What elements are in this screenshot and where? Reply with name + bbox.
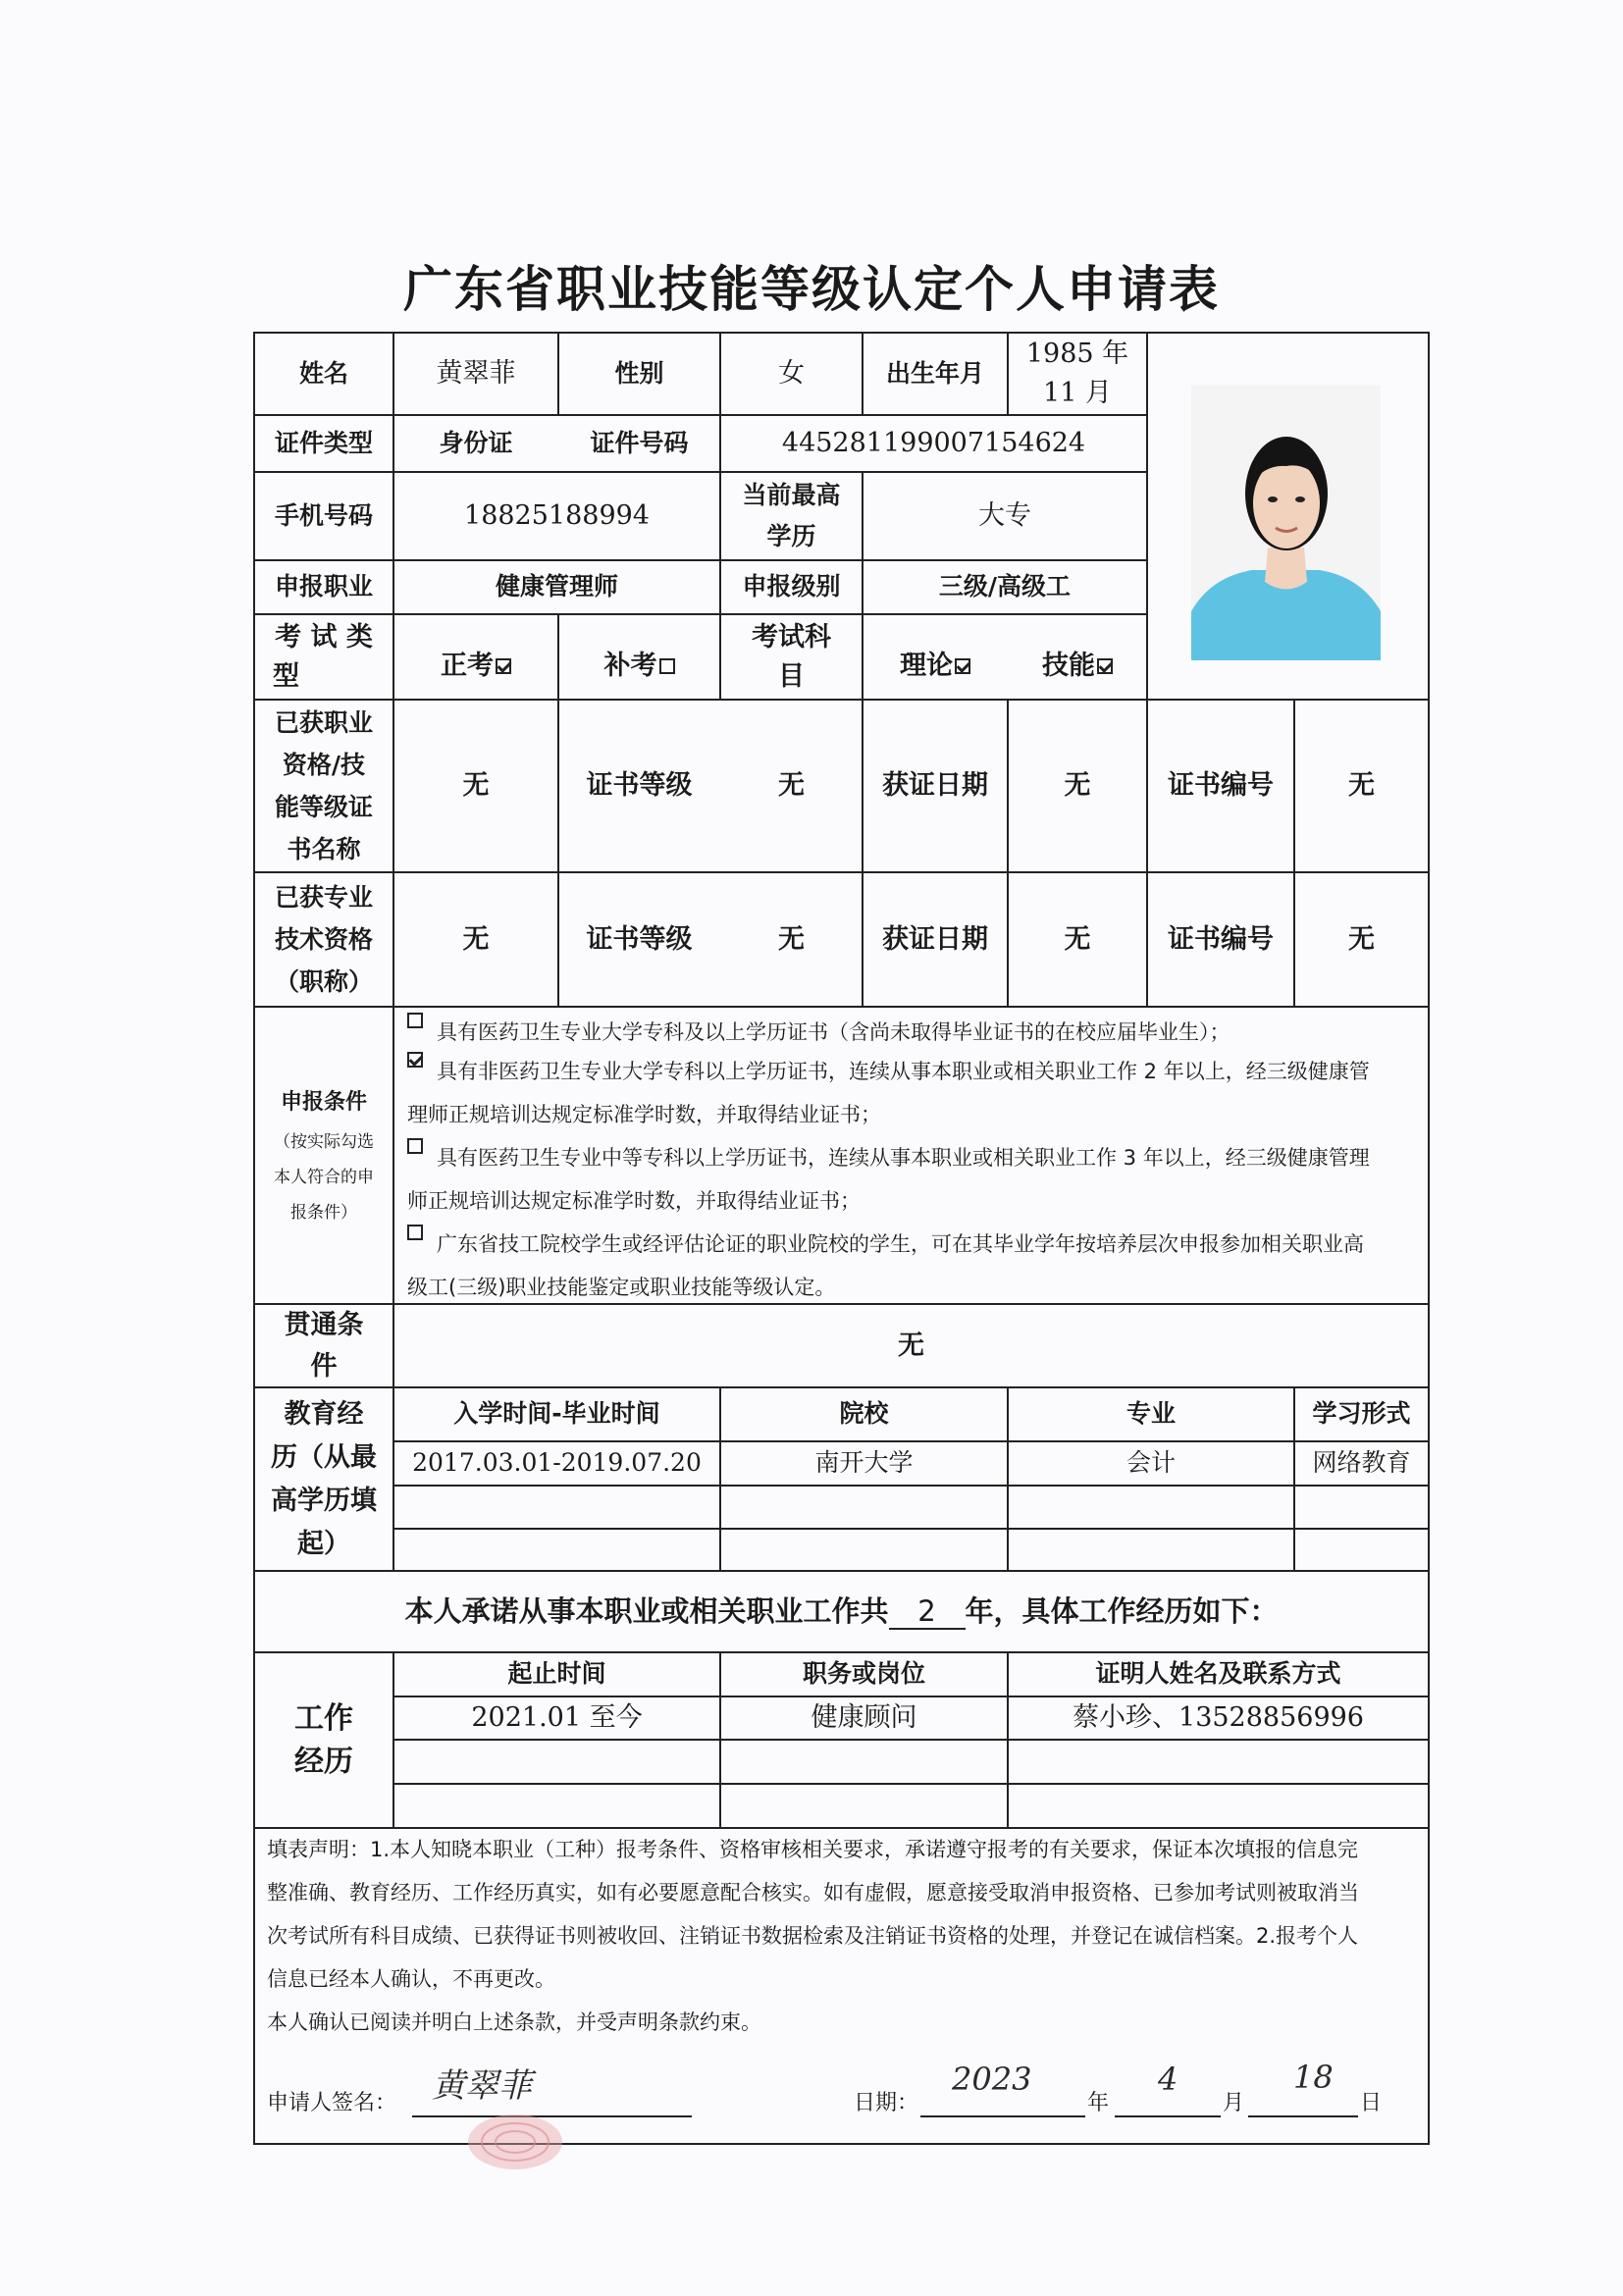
edu-cell-mode: 网络教育 <box>1312 1448 1411 1478</box>
edu-value: 大专 <box>978 500 1031 532</box>
vocational-cert-name: 无 <box>462 770 490 802</box>
vocational-cert-label: 已获职业 资格/技 能等级证 书名称 <box>274 708 373 863</box>
id-type-label: 证件类型 <box>274 428 373 457</box>
cert-no-value: 无 <box>1348 770 1375 802</box>
form-title: 广东省职业技能等级认定个人申请表 <box>403 261 1220 318</box>
education-label: 教育经 历（从最 高学历填 起） <box>271 1398 377 1559</box>
condition-item[interactable]: 具有医药卫生专业中等专科以上学历证书，连续从事本职业或相关职业工作 3 年以上，经三级健康管理 师正规培训达规定标准学时数，并取得结业证书； <box>407 1136 1418 1223</box>
applicant-signature: 黄翠菲 <box>432 2066 532 2106</box>
work-label: 工作 经历 <box>294 1700 353 1779</box>
through-value: 无 <box>898 1330 924 1361</box>
job-value: 健康管理师 <box>495 572 618 601</box>
professional-title-label: 已获专业 技术资格 （职称） <box>274 883 373 996</box>
edu-cell-period: 2017.03.01-2019.07.20 <box>412 1448 702 1478</box>
birth-month: 11 月 <box>1043 378 1112 408</box>
through-label: 贯通条 件 <box>284 1309 364 1382</box>
condition-item[interactable]: 广东省技工院校学生或经评估论证的职业院校的学生，可在其毕业学年按培养层次申报参加相关职业高 级工(三级)职业技能鉴定或职业技能等级认定。 <box>407 1223 1418 1309</box>
cert-no-label: 证书编号 <box>1168 923 1274 955</box>
cert-date-value: 无 <box>1064 923 1091 955</box>
declaration-text: 填表声明：1.本人知晓本职业（工种）报考条件、资格审核相关要求，承诺遵守报考的有关要求，保证本次填报的信息完 整准确、教育经历、工作经历真实，如有必要愿意配合核实。如有虚假，愿意接受取消申报资格、已参加考试则被取消当 次考试所有科目成绩、已获得证书则被收回、注销证书数据检索及注销证书资格的处理，并登记在诚信档案。2.报考个人 信息已经本人确认，不再更改。 本人确认已阅读并明白上述条款，并受声明条款约束。 <box>267 1838 1359 2034</box>
phone-label: 手机号码 <box>274 500 373 530</box>
name-value: 黄翠菲 <box>436 358 516 390</box>
id-no-value: 445281199007154624 <box>781 428 1086 459</box>
conditions-label: 申报条件 （按实际勾选 本人符合的申 报条件） <box>274 1089 374 1223</box>
exam-type-label: 考 试 类 型 <box>273 621 373 692</box>
exam-subject-label: 考试科 目 <box>752 621 831 692</box>
work-cell-period: 2021.01 至今 <box>471 1702 643 1734</box>
checkbox-checked-icon[interactable] <box>955 658 970 674</box>
exam-makeup-option[interactable]: 补考 <box>559 615 719 699</box>
edu-header-period: 入学时间-毕业时间 <box>453 1399 660 1429</box>
work-years-promise: 本人承诺从事本职业或相关职业工作共 2 年，具体工作经历如下： <box>404 1593 1279 1629</box>
gender-value: 女 <box>778 358 805 390</box>
cert-level-value: 无 <box>778 770 805 802</box>
id-no-label: 证件号码 <box>590 428 689 457</box>
work-header-reference: 证明人姓名及联系方式 <box>1095 1659 1341 1689</box>
birth-year: 1985 年 <box>1025 339 1129 369</box>
person-photo-icon <box>1191 386 1381 660</box>
cert-no-value: 无 <box>1348 923 1375 955</box>
condition-item[interactable]: 具有医药卫生专业大学专科及以上学历证书（含尚未取得毕业证书的在校应届毕业生）； <box>407 1011 1418 1054</box>
condition-item[interactable]: 具有非医药卫生专业大学专科以上学历证书，连续从事本职业或相关职业工作 2 年以上，经三级健康管 理师正规培训达规定标准学时数，并取得结业证书； <box>407 1050 1418 1136</box>
date-label: 日期： <box>854 2091 919 2115</box>
checkbox-checked-icon[interactable] <box>496 658 511 674</box>
day-unit: 日 <box>1360 2091 1383 2115</box>
cert-date-label: 获证日期 <box>882 770 988 802</box>
work-years-value: 2 <box>889 1594 966 1630</box>
applicant-sign-label: 申请人签名： <box>267 2091 397 2115</box>
phone-value: 18825188994 <box>464 500 650 532</box>
exam-skill-option[interactable]: 技能 <box>1009 615 1146 699</box>
edu-header-school: 院校 <box>839 1399 889 1429</box>
exam-regular-option[interactable]: 正考 <box>394 615 557 699</box>
level-label: 申报级别 <box>742 572 841 601</box>
edu-label: 当前最高 学历 <box>742 481 841 550</box>
birth-label: 出生年月 <box>885 358 984 388</box>
checkbox-empty-icon[interactable] <box>407 1013 423 1028</box>
exam-theory-option[interactable]: 理论 <box>864 615 1007 699</box>
date-month: 4 <box>1158 2061 1178 2098</box>
cert-level-label: 证书等级 <box>586 770 693 802</box>
checkbox-empty-icon[interactable] <box>659 658 675 674</box>
name-label: 姓名 <box>298 358 348 388</box>
checkbox-checked-icon[interactable] <box>407 1052 423 1068</box>
edu-header-mode: 学习形式 <box>1312 1399 1411 1429</box>
date-day: 18 <box>1293 2059 1334 2096</box>
checkbox-empty-icon[interactable] <box>407 1225 423 1240</box>
month-unit: 月 <box>1223 2091 1245 2115</box>
edu-header-major: 专业 <box>1126 1399 1176 1429</box>
work-header-position: 职务或岗位 <box>802 1659 925 1689</box>
year-unit: 年 <box>1087 2091 1110 2115</box>
cert-level-value: 无 <box>778 923 805 955</box>
date-year: 2023 <box>952 2061 1032 2098</box>
edu-cell-school: 南开大学 <box>814 1448 914 1478</box>
professional-title-name: 无 <box>462 923 490 955</box>
work-cell-position: 健康顾问 <box>811 1702 917 1734</box>
id-type-value: 身份证 <box>439 428 513 457</box>
cert-date-label: 获证日期 <box>882 923 988 955</box>
level-value: 三级/高级工 <box>938 572 1072 601</box>
job-label: 申报职业 <box>274 572 373 601</box>
work-header-period: 起止时间 <box>507 1659 606 1689</box>
gender-label: 性别 <box>614 358 664 388</box>
checkbox-empty-icon[interactable] <box>407 1138 423 1154</box>
birth-value <box>1009 334 1146 414</box>
work-cell-reference: 蔡小珍、13528856996 <box>1073 1702 1364 1734</box>
cert-date-value: 无 <box>1064 770 1091 802</box>
fingerprint-icon <box>461 2108 569 2176</box>
edu-cell-major: 会计 <box>1126 1448 1176 1478</box>
cert-no-label: 证书编号 <box>1168 770 1274 802</box>
applicant-photo <box>1191 386 1381 660</box>
cert-level-label: 证书等级 <box>586 923 693 955</box>
checkbox-checked-icon[interactable] <box>1097 658 1113 674</box>
